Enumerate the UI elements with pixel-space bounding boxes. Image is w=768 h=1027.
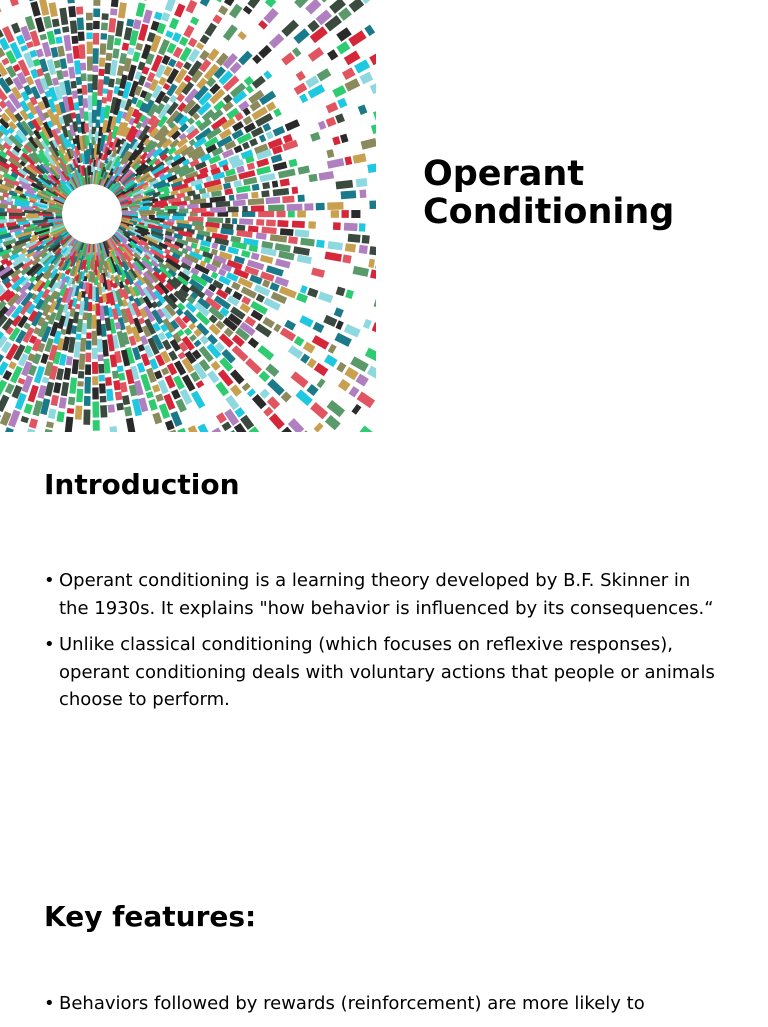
title-slide: [0, 0, 768, 432]
bullet-list: [44, 567, 716, 723]
introduction-slide: [0, 432, 768, 864]
bullet-text: Unlike classical conditioning (which focuses on reflexive responses), operant conditioning deals with voluntary actions that people or animals choose to perform.: [59, 634, 715, 710]
slide-title-line-1: Operant: [423, 154, 584, 194]
slide-heading: Key features:: [44, 900, 256, 934]
bullet-text: Operant conditioning is a learning theory developed by B.F. Skinner in the 1930s. It explains "how behavior is influenced by its consequences.“: [59, 570, 714, 619]
slide-title-line-2: Conditioning: [423, 192, 674, 232]
bullet-dot: •: [44, 631, 55, 659]
slide-title: [423, 155, 753, 231]
bullet-list: [44, 990, 716, 1027]
bullet-item: [44, 567, 716, 622]
bullet-item: [44, 631, 716, 714]
bullet-dot: •: [44, 567, 55, 595]
radial-burst-graphic: [0, 0, 376, 432]
bullet-text: Behaviors followed by rewards (reinforcement) are more likely to: [59, 993, 645, 1014]
key-features-slide: [0, 864, 768, 1024]
radial-burst-image: [0, 0, 376, 432]
slide-heading: Introduction: [44, 468, 240, 502]
bullet-item: [44, 990, 716, 1018]
bullet-dot: •: [44, 990, 55, 1018]
